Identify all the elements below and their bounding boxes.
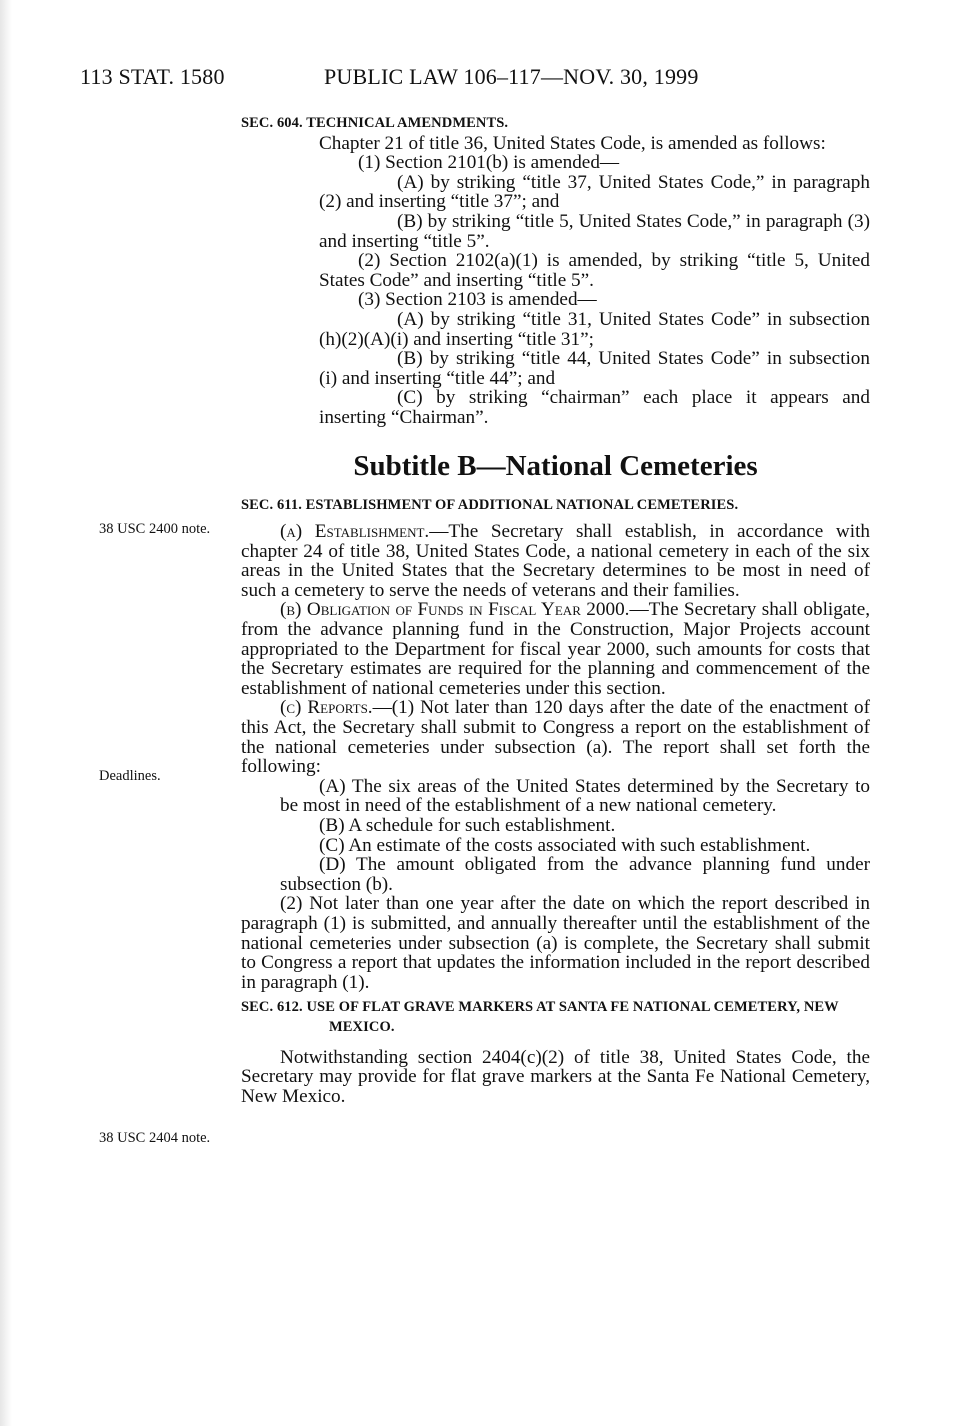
page-header xyxy=(80,64,880,94)
sec-604-para-1: (1) Section 2101(b) is amended— xyxy=(358,152,620,174)
sec-612-text: Notwithstanding section 2404(c)(2) of title 38, United States Code, the Secretary may provide for flat grave markers at the Santa Fe National Cemetery, New Mexico. xyxy=(241,1046,870,1107)
margin-note-deadlines: Deadlines. xyxy=(99,768,161,784)
scan-edge xyxy=(0,0,12,1426)
main-text xyxy=(241,114,870,1106)
public-law-citation: PUBLIC LAW 106–117—NOV. 30, 1999 xyxy=(324,64,699,89)
subsection-c-label: (c) Reports. xyxy=(280,697,373,719)
sec-611-c-a: (A) The six areas of the United States determined by the Secretary to be most in need of the establishment of a new national cemetery. xyxy=(280,775,870,817)
sec-612-number: SEC. 612. xyxy=(241,999,303,1016)
sec-604-para-1a: (A) by striking “title 37, United States Code,” in paragraph (2) and inserting “title 37”; and xyxy=(319,171,870,213)
subsection-a-text: —The Secretary shall establish, in accordance with chapter 24 of title 38, United States Code, a national cemetery in each of the six areas in the United States that the Secretary determines to be most in need of such a cemetery to serve the needs of veterans and their families. xyxy=(241,521,870,601)
sec-604-para-3: (3) Section 2103 is amended— xyxy=(358,289,597,311)
sec-611-c-c: (C) An estimate of the costs associated with such establishment. xyxy=(319,834,811,856)
sec-611-subsection-b xyxy=(241,600,870,698)
margin-note-usc-2400: 38 USC 2400 note. xyxy=(99,521,211,537)
sec-611-heading: SEC. 611. ESTABLISHMENT OF ADDITIONAL NATIONAL CEMETERIES. xyxy=(241,496,739,513)
sec-604-para-2: (2) Section 2102(a)(1) is amended, by striking “title 5, United States Code” and inserting “title 5”. xyxy=(319,250,870,291)
sec-604-para-3c: (C) by striking “chairman” each place it appears and inserting “Chairman”. xyxy=(319,387,870,428)
sec-611-c-d: (D) The amount obligated from the advance planning fund under subsection (b). xyxy=(280,854,870,895)
margin-note-usc-2404: 38 USC 2404 note. xyxy=(99,1130,211,1146)
sec-611-c-b: (B) A schedule for such establishment. xyxy=(319,815,616,836)
sec-604-heading: SEC. 604. TECHNICAL AMENDMENTS. xyxy=(241,115,509,131)
sec-612-title: USE OF FLAT GRAVE MARKERS AT SANTA FE NATIONAL CEMETERY, NEW MEXICO. xyxy=(306,999,839,1035)
subsection-c-text: —(1) Not later than 120 days after the date of the enactment of this Act, the Secretary shall submit to Congress a report on the establishment of the national cemeteries under subsection (a). The report shall set forth the following: xyxy=(241,697,871,778)
subsection-a-label: (a) Establishment. xyxy=(280,521,430,543)
sec-611-subsection-a xyxy=(241,522,870,600)
statute-citation: 113 STAT. 1580 xyxy=(80,64,225,89)
sec-604-para-1b: (B) by striking “title 5, United States Code,” in paragraph (3) and inserting “title 5”. xyxy=(319,210,870,252)
subsection-b-label: (b) Obligation of Funds in Fiscal Year 2000. xyxy=(280,599,630,621)
sec-604-para-3b: (B) by striking “title 44, United States Code” in subsection (i) and inserting “title 44”; and xyxy=(319,348,870,389)
sec-612-heading xyxy=(241,998,870,1037)
sec-611-c-2: (2) Not later than one year after the date on which the report described in paragraph (1) is submitted, and annually thereafter until the establishment of the national cemeteries under subsection (a) is complete, the Secretary shall submit to Congress a report that updates the information included in the report described in paragraph (1). xyxy=(241,893,870,993)
subsection-b-text: —The Secretary shall obligate, from the advance planning fund in the Construction, Major Projects account appropriated to the Department for fiscal year 2000, such amounts for costs that the Secretary estimates are required for the planning and commencement of the establishment of national cemeteries under this section. xyxy=(241,599,871,699)
subtitle-heading: Subtitle B—National Cemeteries xyxy=(353,449,758,482)
sec-604-intro: Chapter 21 of title 36, United States Code, is amended as follows: xyxy=(319,132,826,154)
sec-611-subsection-c xyxy=(241,698,870,776)
sec-604-para-3a: (A) by striking “title 31, United States Code” in subsection (h)(2)(A)(i) and inserting “title 31”; xyxy=(319,308,870,350)
